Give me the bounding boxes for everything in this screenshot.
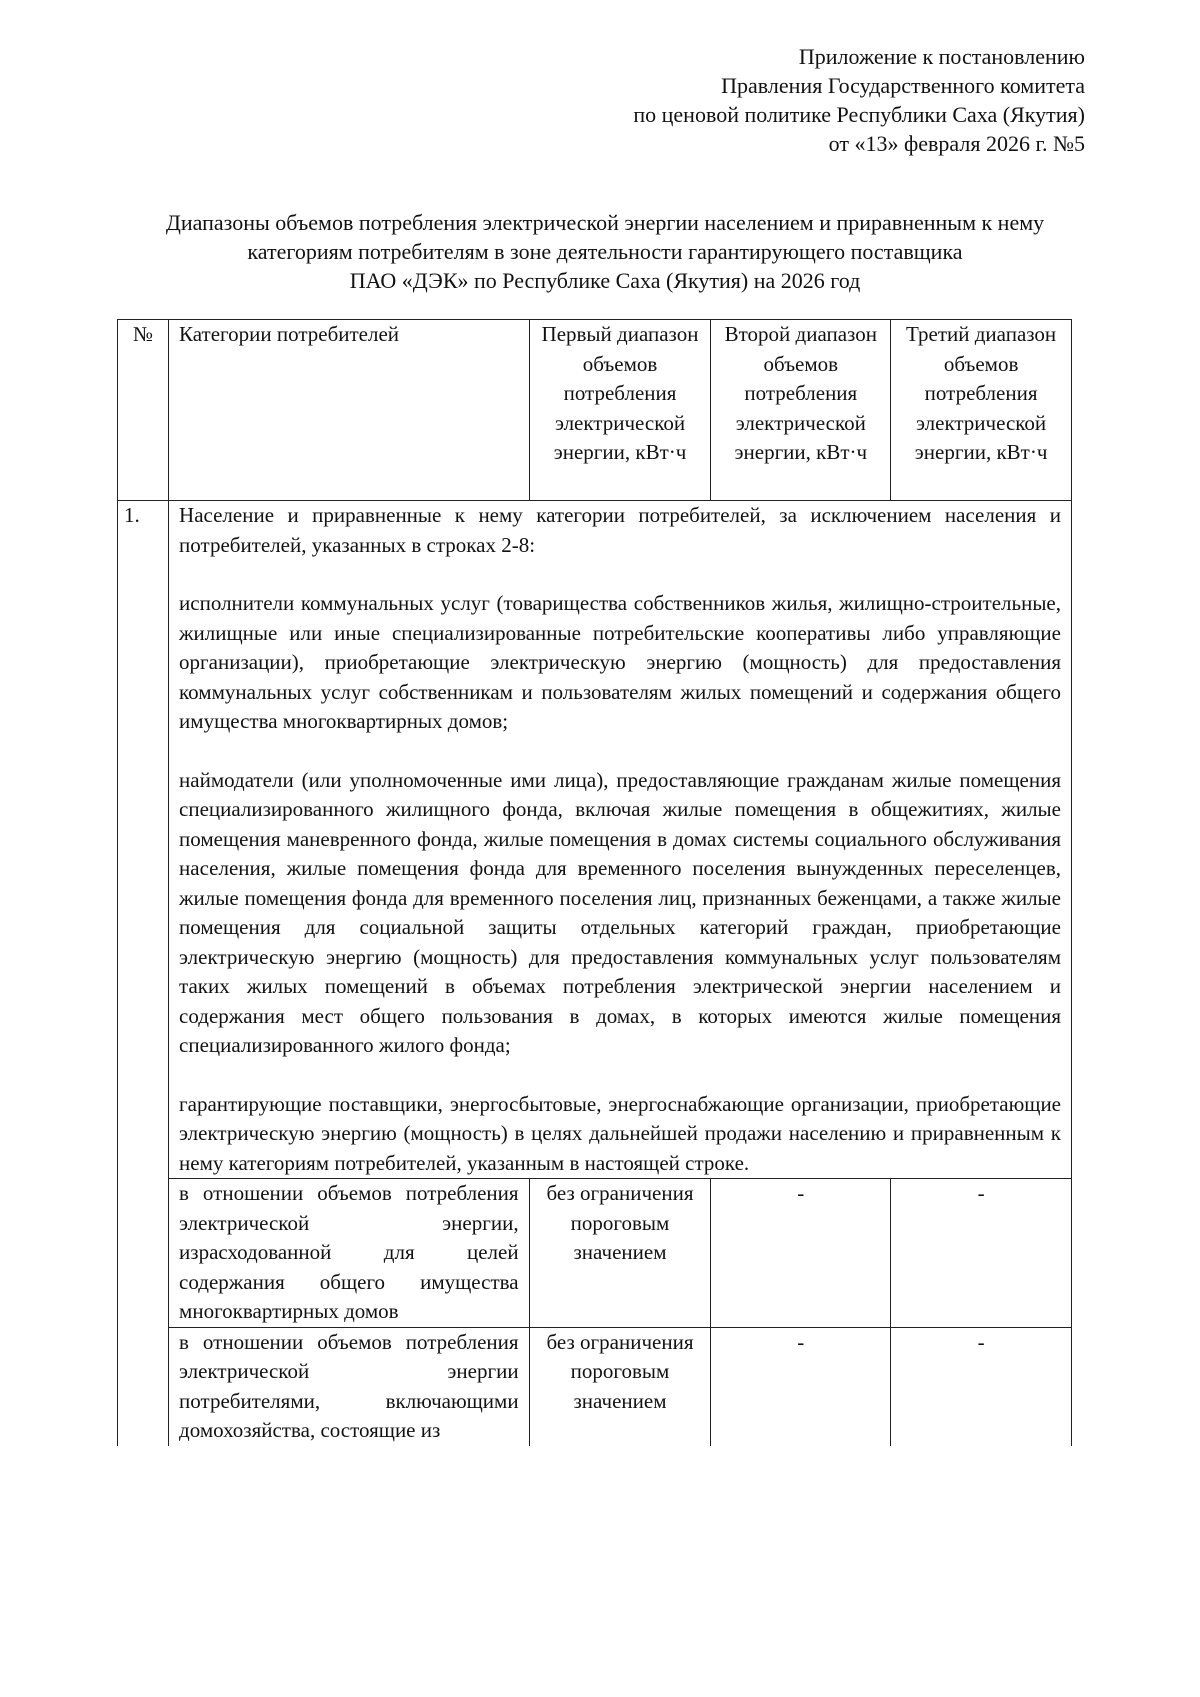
subrow-range-1: без ограничения пороговым значением xyxy=(529,1179,711,1328)
subrow-range-3: - xyxy=(891,1327,1072,1446)
title-line: ПАО «ДЭК» по Республике Саха (Якутия) на 2026 год xyxy=(349,268,861,293)
subrow-category: в отношении объемов потребления электрической энергии потребителями, включающими домохозяйства, состоящие из xyxy=(169,1327,530,1446)
subrow-category: в отношении объемов потребления электрической энергии, израсходованной для целей содержания общего имущества многоквартирных домов xyxy=(169,1179,530,1328)
document-title xyxy=(110,208,1100,295)
row-number: 1. xyxy=(118,501,169,1446)
table-header-row xyxy=(118,320,1072,501)
subrow-range-2: - xyxy=(711,1327,891,1446)
row-paragraph: наймодатели (или уполномоченные ими лица), предоставляющие гражданам жилые помещения специализированного жилищного фонда, включая жилые помещения в общежитиях, жилые помещения маневренного фонда, жилые помещения в домах системы социального обслуживания населения, жилые помещения фонда для временного поселения вынужденных переселенцев, жилые помещения фонда для временного поселения лиц, признанных беженцами, а также жилые помещения для социальной защиты отдельных категорий граждан, приобретающие электрическую энергию (мощность) для предоставления коммунальных услуг пользователям таких жилых помещений в объемах потребления электрической энергии населением и содержания мест общего пользования в домах, в которых имеются жилые помещения специализированного жилого фонда; xyxy=(179,767,1061,1057)
header-number: № xyxy=(118,320,169,501)
header-range-2: Второй диапазон объемов потребления электрической энергии, кВт·ч xyxy=(711,320,891,501)
appendix-line: от «13» февраля 2026 г. №5 xyxy=(828,131,1085,156)
header-category: Категории потребителей xyxy=(169,320,530,501)
row-paragraph: Население и приравненные к нему категории потребителей, за исключением населения и потребителей, указанных в строках 2-8: xyxy=(179,503,1061,557)
subrow-range-3: - xyxy=(891,1179,1072,1328)
appendix-block xyxy=(633,42,1085,158)
header-range-1: Первый диапазон объемов потребления электрической энергии, кВт·ч xyxy=(529,320,711,501)
table-subrow xyxy=(118,1179,1072,1328)
table-subrow xyxy=(118,1327,1072,1446)
appendix-line: по ценовой политике Республики Саха (Якутия) xyxy=(633,102,1085,127)
appendix-line: Правления Государственного комитета xyxy=(721,73,1085,98)
row-paragraph: гарантирующие поставщики, энергосбытовые, энергоснабжающие организации, приобретающие электрическую энергию (мощность) в целях дальнейшей продажи населению и приравненным к нему категориям потребителей, указанным в настоящей строке. xyxy=(179,1091,1061,1175)
title-line: категориям потребителям в зоне деятельности гарантирующего поставщика xyxy=(247,239,963,264)
subrow-range-2: - xyxy=(711,1179,891,1328)
table-row xyxy=(118,501,1072,1179)
row-paragraph: исполнители коммунальных услуг (товарищества собственников жилья, жилищно-строительные, жилищные или иные специализированные потребительские кооперативы либо управляющие организации), приобретающие электрическую энергию (мощность) для предоставления коммунальных услуг собственникам и пользователям жилых помещений и содержания общего имущества многоквартирных домов; xyxy=(179,591,1061,733)
appendix-line: Приложение к постановлению xyxy=(798,44,1085,69)
consumption-ranges-table xyxy=(117,319,1072,1446)
subrow-range-1: без ограничения пороговым значением xyxy=(529,1327,711,1446)
row-description xyxy=(169,501,1072,1179)
header-range-3: Третий диапазон объемов потребления электрической энергии, кВт·ч xyxy=(891,320,1072,501)
title-line: Диапазоны объемов потребления электрической энергии населением и приравненным к нему xyxy=(165,210,1045,235)
